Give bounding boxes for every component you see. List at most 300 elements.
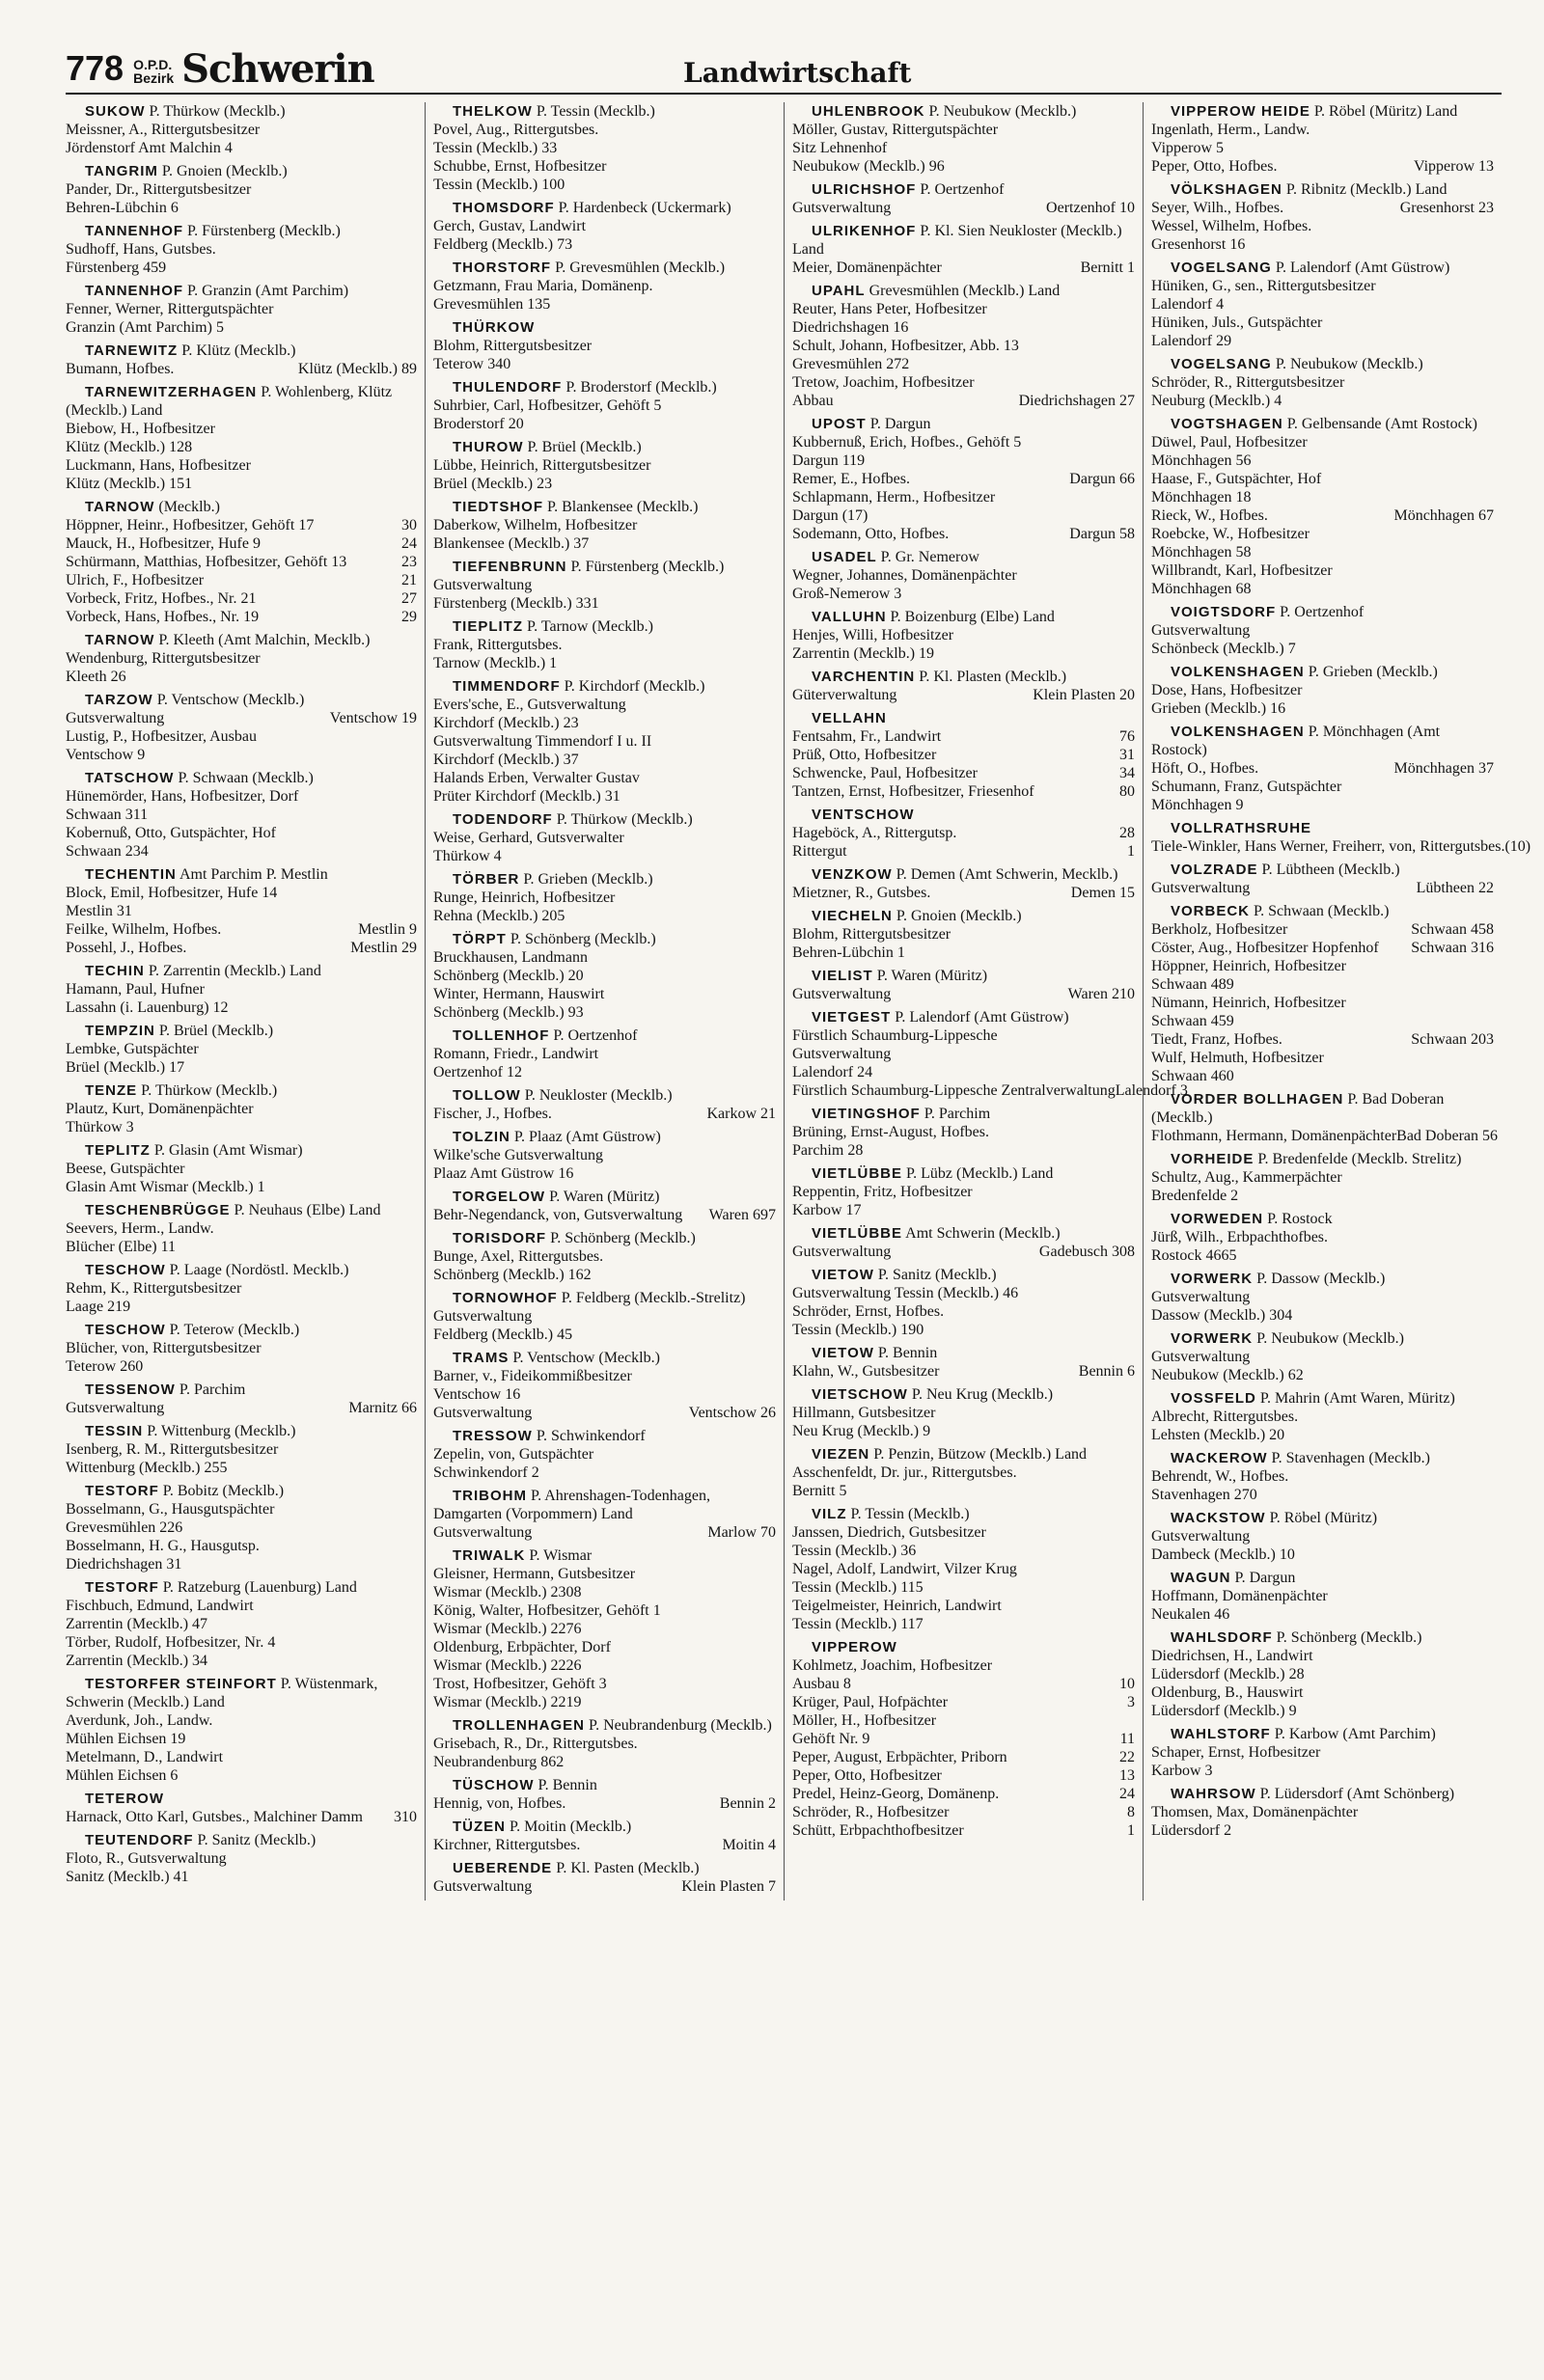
- entry-line: [66, 1652, 417, 1670]
- entry-number: 24: [1119, 1786, 1135, 1802]
- entry-heading: [1151, 415, 1494, 433]
- post-office: P. Lalendorf (Amt Güstrow): [1275, 260, 1450, 276]
- entry-heading: [1151, 1785, 1494, 1803]
- entry-number: (10): [1504, 838, 1531, 855]
- entry-line: [792, 1615, 1135, 1633]
- directory-entry: [792, 668, 1135, 704]
- entry-text: Wessel, Wilhelm, Hofbes.: [1151, 218, 1312, 234]
- entry-text: Hüniken, G., sen., Rittergutsbesitzer: [1151, 278, 1376, 294]
- entry-heading: [433, 1427, 776, 1445]
- entry-heading: [433, 1289, 776, 1307]
- entry-text: Gutsverwaltung: [792, 200, 892, 216]
- entry-line: [433, 1464, 776, 1482]
- entry-heading: [1151, 1725, 1494, 1743]
- entry-number: 28: [1119, 825, 1135, 841]
- entry-line: [66, 1357, 417, 1376]
- entry-text: Kubbernuß, Erich, Hofbes., Gehöft 5: [792, 434, 1022, 451]
- entry-heading: [66, 1482, 417, 1500]
- entry-text: Klütz (Mecklb.) 128: [66, 439, 193, 455]
- entry-text: Lüdersdorf (Mecklb.) 9: [1151, 1703, 1297, 1719]
- entry-number: 22: [1119, 1749, 1135, 1765]
- entry-text: Beese, Gutspächter: [66, 1161, 185, 1177]
- entry-text: Lüdersdorf (Mecklb.) 28: [1151, 1666, 1305, 1682]
- directory-entry: [1151, 1270, 1494, 1325]
- entry-text: Brüel (Mecklb.) 17: [66, 1059, 185, 1076]
- entry-heading: [1151, 1449, 1494, 1467]
- place-name: TRESSOW: [453, 1428, 533, 1444]
- post-office: P. Feldberg (Mecklb.-Strelitz): [561, 1290, 746, 1306]
- entry-heading: [66, 1141, 417, 1160]
- place-name: TESTORFER STEINFORT: [85, 1676, 277, 1692]
- post-office: P. Kleeth (Amt Malchin, Mecklb.): [158, 632, 371, 648]
- post-office: P. Wüstenmark, Schwerin (Mecklb.) Land: [66, 1676, 378, 1710]
- entry-text: Mauck, H., Hofbesitzer, Hufe 9: [66, 535, 261, 552]
- entry-text: Wendenburg, Rittergutsbesitzer: [66, 650, 261, 667]
- entry-text: Fischbuch, Edmund, Landwirt: [66, 1598, 254, 1614]
- entry-text: Schwaan 311: [66, 807, 149, 823]
- directory-entry: [66, 1790, 417, 1826]
- directory-entry: [792, 1385, 1135, 1440]
- post-office: P. Demen (Amt Schwerin, Mecklb.): [896, 866, 1118, 883]
- entry-line: [1151, 1683, 1494, 1702]
- entry-heading: [792, 1266, 1135, 1284]
- entry-line: [66, 1518, 417, 1537]
- entry-text: Schlapmann, Herm., Hofbesitzer: [792, 489, 996, 506]
- entry-line: [792, 626, 1135, 644]
- place-name: UPOST: [812, 416, 867, 432]
- entry-line: [1151, 1605, 1494, 1624]
- directory-entry: [66, 1261, 417, 1316]
- entry-heading: [792, 1224, 1135, 1243]
- directory-entry: [433, 1128, 776, 1183]
- entry-text: Grevesmühlen 272: [792, 356, 910, 372]
- entry-text: Oldenburg, Erbpächter, Dorf: [433, 1639, 611, 1655]
- entry-text: Metelmann, D., Landwirt: [66, 1749, 224, 1765]
- entry-line: [1151, 506, 1494, 525]
- entry-line: [433, 355, 776, 373]
- entry-heading: [1151, 861, 1494, 879]
- directory-entry: [1151, 1449, 1494, 1504]
- entry-line: [433, 1601, 776, 1620]
- entry-text: Wismar (Mecklb.) 2308: [433, 1584, 582, 1600]
- entry-text: Güterverwaltung: [792, 687, 897, 703]
- entry-text: Schumann, Franz, Gutspächter: [1151, 779, 1342, 795]
- entry-heading: [1151, 1569, 1494, 1587]
- entry-text: Gleisner, Hermann, Gutsbesitzer: [433, 1566, 636, 1582]
- place-name: VENTSCHOW: [812, 807, 915, 823]
- entry-line: [433, 1045, 776, 1063]
- entry-text: Mietzner, R., Gutsbes.: [792, 885, 931, 901]
- place-name: THOMSDORF: [453, 200, 555, 216]
- post-office: P. Ventschow (Mecklb.): [512, 1350, 660, 1366]
- entry-line: [792, 1542, 1135, 1560]
- entry-line: [1151, 1168, 1494, 1187]
- place-name: THUROW: [453, 439, 524, 455]
- entry-line: [66, 884, 417, 902]
- entry-line: [433, 1164, 776, 1183]
- directory-entry: [433, 930, 776, 1022]
- entry-heading: [433, 498, 776, 516]
- page-number: 778: [66, 48, 124, 88]
- entry-number: Bad Doberan 56: [1396, 1128, 1499, 1144]
- entry-line: [792, 1693, 1135, 1711]
- entry-heading: [1151, 819, 1494, 837]
- directory-entry: [792, 1344, 1135, 1381]
- entry-text: Fürstenberg 459: [66, 260, 167, 276]
- place-name: TARNOW: [85, 499, 155, 515]
- entry-line: [792, 1404, 1135, 1422]
- entry-heading: [433, 870, 776, 889]
- directory-entry: [1151, 723, 1494, 814]
- entry-heading: [1151, 603, 1494, 621]
- place-name: TODENDORF: [453, 811, 553, 828]
- entry-line: [1151, 681, 1494, 699]
- entry-heading: [66, 1578, 417, 1597]
- post-office: P. Bredenfelde (Mecklb. Strelitz): [1257, 1151, 1462, 1167]
- entry-line: [792, 373, 1135, 392]
- entry-heading: [433, 1818, 776, 1836]
- post-office: P. Röbel (Müritz) Land: [1313, 103, 1458, 120]
- entry-line: [1151, 1821, 1494, 1840]
- place-name: WAHLSDORF: [1171, 1629, 1273, 1646]
- place-name: TESSENOW: [85, 1381, 176, 1398]
- post-office: P. Neu Krug (Mecklb.): [911, 1386, 1054, 1403]
- entry-text: Bruckhausen, Landmann: [433, 949, 588, 966]
- entry-text: Wegner, Johannes, Domänenpächter: [792, 567, 1017, 584]
- place-name: TEMPZIN: [85, 1023, 155, 1039]
- directory-entry: [792, 1164, 1135, 1219]
- entry-text: Prüß, Otto, Hofbesitzer: [792, 747, 937, 763]
- entry-heading: [66, 498, 417, 516]
- directory-entry: [66, 769, 417, 861]
- entry-text: Lalendorf 24: [792, 1064, 873, 1081]
- place-name: TETEROW: [85, 1791, 164, 1807]
- entry-text: Feldberg (Mecklb.) 45: [433, 1327, 573, 1343]
- entry-line: [433, 769, 776, 787]
- directory-entry: [792, 1505, 1135, 1633]
- entry-text: Schubbe, Ernst, Hofbesitzer: [433, 158, 607, 175]
- post-office: P. Schwinkendorf: [536, 1428, 646, 1444]
- post-office: P. Sanitz (Mecklb.): [877, 1267, 997, 1283]
- entry-line: [1151, 1527, 1494, 1546]
- post-office: P. Dassow (Mecklb.): [1256, 1271, 1386, 1287]
- entry-heading: [433, 102, 776, 121]
- place-name: VORBECK: [1171, 903, 1251, 919]
- entry-text: Bernitt 5: [792, 1483, 847, 1499]
- entry-line: [66, 1730, 417, 1748]
- entry-text: Gutsverwaltung: [66, 1400, 165, 1416]
- entry-heading: [1151, 1210, 1494, 1228]
- place-name: TOLLOW: [453, 1087, 521, 1104]
- post-office: P. Kirchdorf (Mecklb.): [564, 678, 705, 695]
- post-office: P. Glasin (Amt Wismar): [153, 1142, 303, 1159]
- place-name: VIETGEST: [812, 1009, 892, 1026]
- entry-line: [433, 1003, 776, 1022]
- directory-entry: [1151, 1509, 1494, 1564]
- entry-text: Averdunk, Joh., Landw.: [66, 1712, 213, 1729]
- entry-text: Feilke, Wilhelm, Hofbes.: [66, 921, 222, 938]
- entry-line: [433, 732, 776, 751]
- entry-heading: [433, 1026, 776, 1045]
- entry-line: [433, 696, 776, 714]
- directory-entry: [1151, 603, 1494, 658]
- entry-line: [433, 967, 776, 985]
- entry-line: [792, 1422, 1135, 1440]
- entry-line: [792, 1523, 1135, 1542]
- entry-text: Lassahn (i. Lauenburg) 12: [66, 999, 229, 1016]
- entry-text: Peper, August, Erbpächter, Priborn: [792, 1749, 1007, 1765]
- entry-line: [433, 1307, 776, 1326]
- post-office: P. Neubukow (Mecklb.): [1256, 1330, 1404, 1347]
- entry-line: [1151, 1587, 1494, 1605]
- place-name: TATSCHOW: [85, 770, 175, 786]
- entry-text: Schürmann, Matthias, Hofbesitzer, Gehöft 13: [66, 554, 347, 570]
- entry-text: Zepelin, von, Gutspächter: [433, 1446, 594, 1463]
- entry-line: [433, 1753, 776, 1771]
- entry-text: Gresenhorst 16: [1151, 236, 1246, 253]
- place-name: VORWERK: [1171, 1271, 1254, 1287]
- entry-text: Schröder, R., Rittergutsbesitzer: [1151, 374, 1345, 391]
- entry-text: Gutsverwaltung: [433, 1405, 533, 1421]
- entry-number: 13: [1119, 1767, 1135, 1784]
- entry-number: Oertzenhof 10: [1046, 200, 1135, 216]
- place-name: TARNEWITZERHAGEN: [85, 384, 258, 400]
- entry-number: 8: [1127, 1804, 1135, 1820]
- entry-text: Dargun 119: [792, 452, 866, 469]
- entry-heading: [792, 1164, 1135, 1183]
- entry-number: 11: [1119, 1731, 1135, 1747]
- entry-text: Blohm, Rittergutsbesitzer: [792, 926, 951, 943]
- post-office: P. Thürkow (Mecklb.): [141, 1082, 278, 1099]
- entry-heading: [433, 1487, 776, 1523]
- entry-line: [792, 884, 1135, 902]
- entry-text: Possehl, J., Hofbes.: [66, 940, 187, 956]
- entry-number: 31: [1119, 747, 1135, 763]
- directory-entry: [792, 1445, 1135, 1500]
- entry-line: [1151, 1187, 1494, 1205]
- entry-text: Bunge, Axel, Rittergutsbes.: [433, 1248, 604, 1265]
- entry-text: Floto, R., Gutsverwaltung: [66, 1850, 227, 1867]
- entry-text: Roebcke, W., Hofbesitzer: [1151, 526, 1310, 542]
- entry-text: Bosselmann, G., Hausgutspächter: [66, 1501, 275, 1518]
- entry-line: [66, 1459, 417, 1477]
- post-office: P. Gnoien (Mecklb.): [161, 163, 288, 179]
- post-office: P. Ribnitz (Mecklb.) Land: [1285, 181, 1448, 198]
- entry-line: [66, 1100, 417, 1118]
- entry-line: [792, 1482, 1135, 1500]
- entry-text: Bosselmann, H. G., Hausgutsp.: [66, 1538, 260, 1554]
- place-name: SUKOW: [85, 103, 146, 120]
- entry-number: Bernitt 1: [1080, 260, 1135, 276]
- post-office: P. Kl. Sien Neukloster (Mecklb.) Land: [792, 223, 1122, 258]
- place-name: TÖRPT: [453, 931, 507, 947]
- entry-heading: [792, 1105, 1135, 1123]
- entry-line: [433, 1247, 776, 1266]
- entry-heading: [66, 222, 417, 240]
- entry-text: Fürstlich Schaumburg-Lippesche: [792, 1027, 998, 1044]
- entry-text: Ulrich, F., Hofbesitzer: [66, 572, 205, 588]
- entry-text: Gutsverwaltung: [433, 1524, 533, 1541]
- entry-line: [66, 180, 417, 199]
- entry-text: Törber, Rudolf, Hofbesitzer, Nr. 4: [66, 1634, 276, 1651]
- entry-text: Daberkow, Wilhelm, Hofbesitzer: [433, 517, 638, 533]
- directory-entry: [1151, 355, 1494, 410]
- entry-number: Mönchhagen 37: [1393, 760, 1494, 777]
- entry-heading: [1151, 259, 1494, 277]
- entry-line: [433, 1326, 776, 1344]
- directory-entry: [792, 1105, 1135, 1160]
- entry-text: Behren-Lübchin 6: [66, 200, 179, 216]
- entry-text: Cöster, Aug., Hofbesitzer Hopfenhof: [1151, 940, 1379, 956]
- place-name: VOSSFELD: [1171, 1390, 1256, 1407]
- directory-entry: [1151, 663, 1494, 718]
- post-office: P. Hardenbeck (Uckermark): [558, 200, 731, 216]
- entry-heading: [433, 438, 776, 456]
- entry-text: Lüdersdorf 2: [1151, 1822, 1232, 1839]
- entry-line: [792, 392, 1135, 410]
- entry-line: [792, 433, 1135, 451]
- entry-heading: [792, 865, 1135, 884]
- place-name: TESSIN: [85, 1423, 144, 1439]
- entry-heading: [792, 806, 1135, 824]
- entry-line: [792, 1730, 1135, 1748]
- entry-line: [66, 318, 417, 337]
- directory-entry: [433, 1086, 776, 1123]
- entry-line: [792, 1748, 1135, 1766]
- place-name: ULRICHSHOF: [812, 181, 917, 198]
- post-office: (Mecklb.): [158, 499, 220, 515]
- post-office: P. Gnoien (Mecklb.): [896, 908, 1022, 924]
- entry-text: Wismar (Mecklb.) 2226: [433, 1657, 582, 1674]
- entry-text: Flothmann, Hermann, Domänenpächter: [1151, 1128, 1397, 1144]
- post-office: P. Mahrin (Amt Waren, Müritz): [1259, 1390, 1455, 1407]
- entry-text: Fenner, Werner, Rittergutspächter: [66, 301, 274, 317]
- entry-heading: [433, 810, 776, 829]
- directory-entry: [1151, 1210, 1494, 1265]
- entry-number: Waren 697: [708, 1207, 776, 1223]
- entry-line: [792, 300, 1135, 318]
- entry-text: Rehna (Mecklb.) 205: [433, 908, 565, 924]
- entry-heading: [1151, 663, 1494, 681]
- directory-entry: [433, 810, 776, 865]
- directory-entry: [66, 962, 417, 1017]
- post-office: P. Parchim: [924, 1106, 991, 1122]
- place-name: VORDER BOLLHAGEN: [1171, 1091, 1344, 1108]
- post-office: P. Gelbensande (Amt Rostock): [1286, 416, 1477, 432]
- entry-heading: [66, 691, 417, 709]
- entry-number: Mönchhagen 67: [1393, 507, 1494, 524]
- entry-line: [1151, 543, 1494, 561]
- entry-heading: [1151, 102, 1494, 121]
- entry-line: [792, 644, 1135, 663]
- post-office: P. Bobitz (Mecklb.): [162, 1483, 285, 1499]
- entry-text: Block, Emil, Hofbesitzer, Hufe 14: [66, 885, 278, 901]
- entry-line: [66, 824, 417, 842]
- entry-heading: [1151, 1329, 1494, 1348]
- entry-line: [66, 1500, 417, 1518]
- post-office: P. Ratzeburg (Lauenburg) Land: [162, 1579, 357, 1596]
- entry-text: Seevers, Herm., Landw.: [66, 1220, 214, 1237]
- entry-line: [792, 1711, 1135, 1730]
- entry-text: Kobernuß, Otto, Gutspächter, Hof: [66, 825, 276, 841]
- entry-heading: [792, 668, 1135, 686]
- post-office: P. Wittenburg (Mecklb.): [147, 1423, 296, 1439]
- entry-line: [433, 1063, 776, 1081]
- entry-text: Feldberg (Mecklb.) 73: [433, 236, 573, 253]
- entry-heading: [66, 631, 417, 649]
- entry-line: [1151, 1426, 1494, 1444]
- entry-line: [792, 782, 1135, 801]
- entry-line: [792, 1321, 1135, 1339]
- entry-heading: [66, 1321, 417, 1339]
- entry-line: [433, 157, 776, 176]
- directory-entry: [66, 1381, 417, 1417]
- entry-line: [66, 199, 417, 217]
- entry-text: Wismar (Mecklb.) 2219: [433, 1694, 582, 1710]
- entry-heading: [792, 608, 1135, 626]
- entry-heading: [792, 967, 1135, 985]
- directory-entry: [792, 1008, 1188, 1100]
- entry-text: Kirchdorf (Mecklb.) 23: [433, 715, 579, 731]
- entry-line: [433, 534, 776, 553]
- entry-line: [792, 1284, 1135, 1302]
- entry-line: [792, 121, 1135, 139]
- entry-text: Neuburg (Mecklb.) 4: [1151, 393, 1282, 409]
- entry-line: [1151, 525, 1494, 543]
- entry-text: Tessin (Mecklb.) 33: [433, 140, 558, 156]
- entry-text: Blücher, von, Rittergutsbesitzer: [66, 1340, 262, 1356]
- entry-line: [1151, 1743, 1494, 1762]
- entry-text: Albrecht, Rittergutsbes.: [1151, 1409, 1299, 1425]
- directory-entry: [433, 1818, 776, 1854]
- place-name: TECHIN: [85, 963, 145, 979]
- entry-line: [792, 985, 1135, 1003]
- entry-line: [433, 948, 776, 967]
- entry-number: Schwaan 203: [1411, 1031, 1494, 1048]
- entry-number: Dargun 66: [1069, 471, 1135, 487]
- entry-text: Wilke'sche Gutsverwaltung: [433, 1147, 603, 1163]
- entry-text: Nagel, Adolf, Landwirt, Vilzer Krug: [792, 1561, 1017, 1577]
- entry-text: Schwaan 460: [1151, 1068, 1234, 1084]
- post-office: P. Sanitz (Mecklb.): [197, 1832, 317, 1848]
- entry-number: Marlow 70: [707, 1524, 776, 1541]
- place-name: TOLZIN: [453, 1129, 510, 1145]
- entry-number: Diedrichshagen 27: [1018, 393, 1135, 409]
- entry-text: Fischer, J., Hofbes.: [433, 1106, 552, 1122]
- entry-line: [792, 1803, 1135, 1821]
- entry-text: Reuter, Hans Peter, Hofbesitzer: [792, 301, 987, 317]
- entry-line: [66, 1633, 417, 1652]
- directory-entry: [792, 865, 1135, 902]
- entry-text: Mönchhagen 9: [1151, 797, 1244, 813]
- entry-line: [1151, 1546, 1494, 1564]
- entry-heading: [433, 930, 776, 948]
- entry-text: Groß-Nemerow 3: [792, 586, 902, 602]
- entry-text: Mestlin 31: [66, 903, 132, 919]
- entry-line: [433, 1445, 776, 1464]
- entry-line: [433, 1735, 776, 1753]
- entry-line: [66, 121, 417, 139]
- entry-text: Grevesmühlen 135: [433, 296, 551, 313]
- post-office: P. Moitin (Mecklb.): [510, 1819, 632, 1835]
- place-name: TARZOW: [85, 692, 153, 708]
- entry-number: 27: [401, 590, 417, 607]
- post-office: P. Waren (Müritz): [549, 1189, 660, 1205]
- entry-text: Povel, Aug., Rittergutsbes.: [433, 122, 599, 138]
- entry-text: Fentsahm, Fr., Landwirt: [792, 728, 942, 745]
- entry-text: Hageböck, A., Rittergutsp.: [792, 825, 957, 841]
- directory-entry: [66, 1201, 417, 1256]
